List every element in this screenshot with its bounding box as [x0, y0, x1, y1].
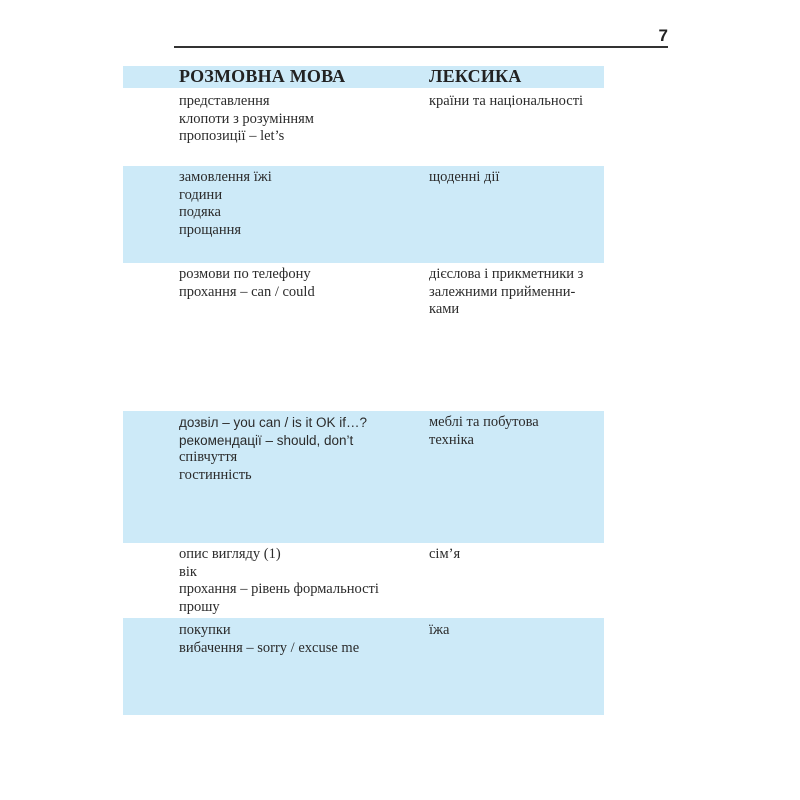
vocab-line: меблі та побутова	[429, 414, 539, 430]
speech-cell	[179, 414, 419, 484]
table-header	[123, 66, 604, 88]
speech-line: клопоти з розумінням	[179, 110, 314, 127]
speech-line: пропозиції – let’s	[179, 128, 285, 144]
speech-line: розмови по телефону	[179, 266, 311, 282]
speech-line: подяка	[179, 204, 221, 220]
vocab-line: їжа	[429, 622, 450, 638]
speech-cell	[179, 622, 419, 657]
vocab-line: ками	[429, 301, 460, 317]
speech-line: дозвіл – you can / is it OK if…?	[179, 415, 368, 430]
vocab-line: техніка	[429, 431, 474, 448]
speech-line: гостинність	[179, 466, 252, 483]
speech-line: співчуття	[179, 449, 238, 465]
speech-cell	[179, 266, 419, 301]
speech-line: прощання	[179, 221, 242, 238]
speech-line: години	[179, 186, 223, 203]
speech-line: опис вигляду (1)	[179, 546, 281, 562]
table-row	[123, 166, 604, 263]
vocab-line: сім’я	[429, 546, 461, 562]
vocab-cell	[429, 414, 609, 449]
header-rule	[174, 46, 668, 48]
speech-cell	[179, 169, 419, 239]
speech-line: рекомендації – should, don’t	[179, 432, 354, 448]
table-row	[123, 88, 604, 166]
table-row	[123, 543, 604, 618]
header-speech: РОЗМОВНА МОВА	[179, 66, 346, 86]
vocab-cell	[429, 93, 609, 111]
speech-line: прохання – рівень формальності	[179, 581, 379, 597]
vocab-line: країни та національності	[429, 93, 584, 109]
speech-line: покупки	[179, 622, 231, 638]
speech-line: прошу	[179, 598, 220, 615]
speech-cell	[179, 93, 419, 146]
vocab-line: залежними прийменни-	[429, 283, 576, 300]
vocab-cell	[429, 546, 609, 564]
vocab-line: дієслова і прикметники з	[429, 266, 584, 282]
speech-line: замовлення їжі	[179, 169, 272, 185]
speech-line: прохання – can / could	[179, 283, 315, 300]
vocab-cell	[429, 622, 609, 640]
table-row	[123, 411, 604, 543]
speech-line: вибачення – sorry / excuse me	[179, 639, 360, 656]
syllabus-table	[123, 66, 604, 715]
table-row	[123, 263, 604, 411]
vocab-line: щоденні дії	[429, 169, 500, 185]
table-row	[123, 618, 604, 715]
speech-line: представлення	[179, 93, 270, 109]
speech-line: вік	[179, 563, 197, 580]
page-number: 7	[658, 26, 668, 45]
speech-cell	[179, 546, 419, 616]
header-vocab: ЛЕКСИКА	[429, 66, 522, 86]
vocab-cell	[429, 266, 609, 319]
vocab-cell	[429, 169, 609, 187]
